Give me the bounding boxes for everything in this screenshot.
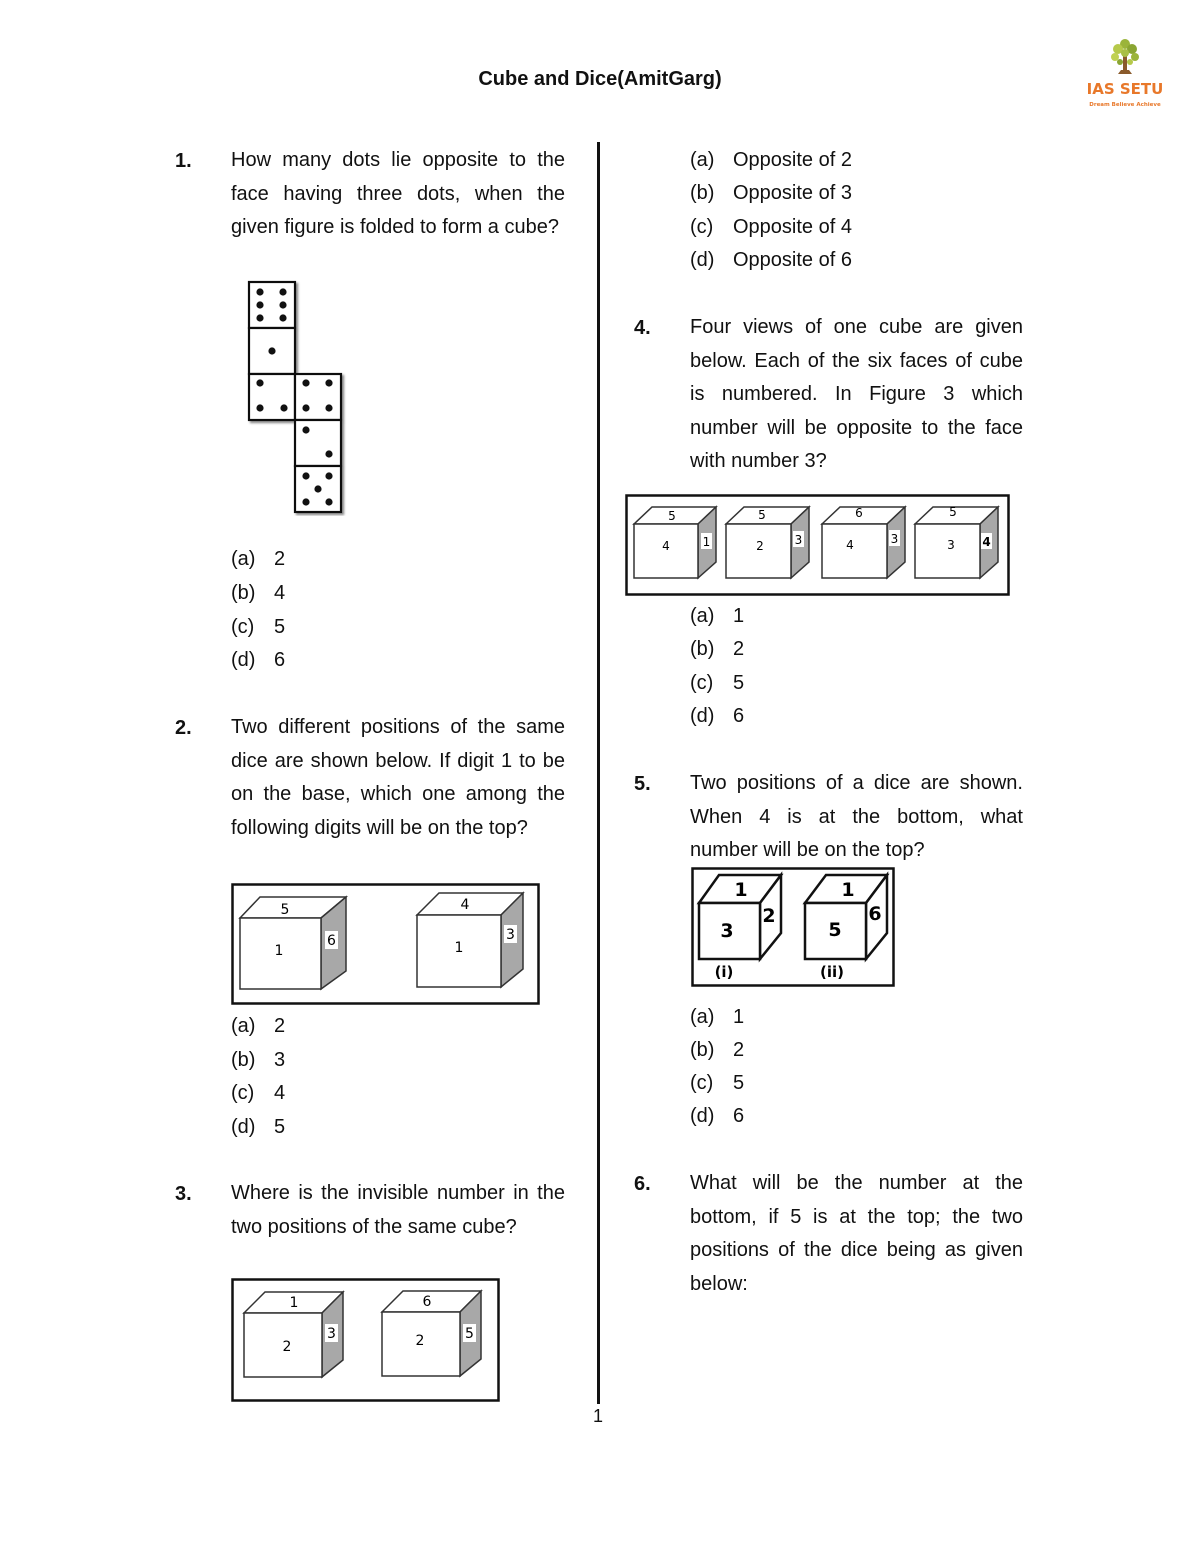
cube-front-number: 4 (846, 538, 854, 552)
cube-top-number: 5 (949, 505, 957, 519)
column-divider (597, 142, 600, 1404)
question-number: 6. (634, 1173, 651, 1195)
cube-side-number: 3 (794, 533, 803, 547)
option-b[interactable]: (b) 4 (231, 582, 286, 604)
option-c[interactable]: (c) 5 (231, 616, 286, 638)
dice-positions-figure (691, 867, 895, 987)
question-number: 3. (175, 1183, 192, 1205)
question-text: Where is the invisible number in the two positions of the same cube? (231, 1182, 565, 1238)
logo-tagline: Dream Believe Achieve (1089, 102, 1161, 108)
cube-front-number: 3 (947, 538, 955, 552)
cube (726, 507, 809, 578)
cube-top-number: 6 (422, 1294, 432, 1310)
cube (822, 506, 905, 578)
option-c[interactable]: (c) Opposite of 4 (690, 216, 852, 238)
figure-caption: (ii) (820, 963, 844, 981)
option-d[interactable]: (d) Opposite of 6 (690, 249, 852, 271)
option-c[interactable]: (c) 5 (690, 672, 745, 694)
cube-side-number: 3 (506, 927, 515, 943)
question-text: What will be the number at the bottom, if 5 is at the top; the two positions of the dice being as given below: (690, 1172, 1023, 1295)
question-text: Two positions of a dice are shown. When 4 is at the bottom, what number will be on the top? (690, 772, 1023, 861)
question-number: 4. (634, 317, 651, 339)
option-a[interactable]: (a) 1 (690, 1006, 745, 1028)
page-number: 1 (593, 1406, 604, 1426)
cube-front-number: 3 (720, 920, 734, 942)
cube (634, 507, 716, 578)
option-d[interactable]: (d) 6 (690, 705, 745, 727)
option-c[interactable]: (c) 4 (231, 1082, 286, 1104)
cube-side-number: 6 (868, 903, 882, 925)
question-text: Four views of one cube are given below. Each of the six faces of cube is numbered. In Figure 3 which number will be opposite to the face with number 3? (690, 316, 1023, 472)
cube-side-number: 3 (327, 1326, 336, 1342)
question-text: Two different positions of the same dice are shown below. If digit 1 to be on the base, which one among the following digits will be on the top? (231, 716, 565, 839)
option-d[interactable]: (d) 6 (690, 1105, 745, 1127)
option-b[interactable]: (b) 2 (690, 1039, 745, 1061)
cube (417, 893, 523, 987)
cube-front-number: 5 (828, 919, 842, 941)
question-number: 2. (175, 717, 192, 739)
cube-top-number: 1 (841, 879, 855, 901)
cube (915, 505, 998, 578)
dice-positions-figure (231, 883, 540, 1005)
cube-front-number: 2 (282, 1339, 292, 1355)
cube-side-number: 4 (982, 535, 991, 549)
cube-top-number: 5 (668, 509, 676, 523)
cube-front-number: 1 (274, 943, 284, 959)
logo-text: IAS SETU (1086, 80, 1164, 98)
cube-net-figure (245, 280, 347, 516)
ias-setu-logo (1080, 34, 1170, 119)
figure-caption: (i) (714, 963, 734, 981)
question-number: 5. (634, 773, 651, 795)
option-b[interactable]: (b) Opposite of 3 (690, 182, 852, 204)
cube-top-number: 4 (460, 897, 470, 913)
dice-positions-figure (231, 1278, 501, 1402)
page-title: Cube and Dice(AmitGarg) (478, 68, 722, 90)
cube-top-number: 5 (758, 508, 766, 522)
cube-front-number: 4 (662, 539, 670, 553)
cube-side-number: 5 (465, 1326, 474, 1342)
cube (240, 897, 346, 989)
cube-top-number: 1 (734, 879, 748, 901)
cube-side-number: 1 (702, 535, 711, 549)
cube-top-number: 6 (855, 506, 863, 520)
option-c[interactable]: (c) 5 (690, 1072, 745, 1094)
option-b[interactable]: (b) 2 (690, 638, 745, 660)
cube-side-number: 6 (327, 933, 336, 949)
cube-front-number: 2 (756, 539, 764, 553)
cube-side-number: 3 (890, 532, 899, 546)
cube-top-number: 1 (289, 1295, 299, 1311)
option-d[interactable]: (d) 6 (231, 649, 286, 671)
cube-front-number: 1 (454, 940, 464, 956)
option-a[interactable]: (a) Opposite of 2 (690, 149, 852, 171)
cube (382, 1291, 481, 1376)
option-a[interactable]: (a) 1 (690, 605, 745, 627)
cube-front-number: 2 (415, 1333, 425, 1349)
cube (244, 1292, 343, 1377)
option-a[interactable]: (a) 2 (231, 548, 286, 570)
question-text: How many dots lie opposite to the face having three dots, when the given figure is folded to form a cube? (231, 149, 565, 238)
option-b[interactable]: (b) 3 (231, 1049, 286, 1071)
cube-side-number: 2 (762, 905, 776, 927)
cube-top-number: 5 (280, 902, 290, 918)
option-d[interactable]: (d) 5 (231, 1116, 286, 1138)
four-views-figure (625, 494, 1010, 596)
question-number: 1. (175, 150, 192, 172)
tree-icon (1080, 34, 1170, 80)
option-a[interactable]: (a) 2 (231, 1015, 286, 1037)
